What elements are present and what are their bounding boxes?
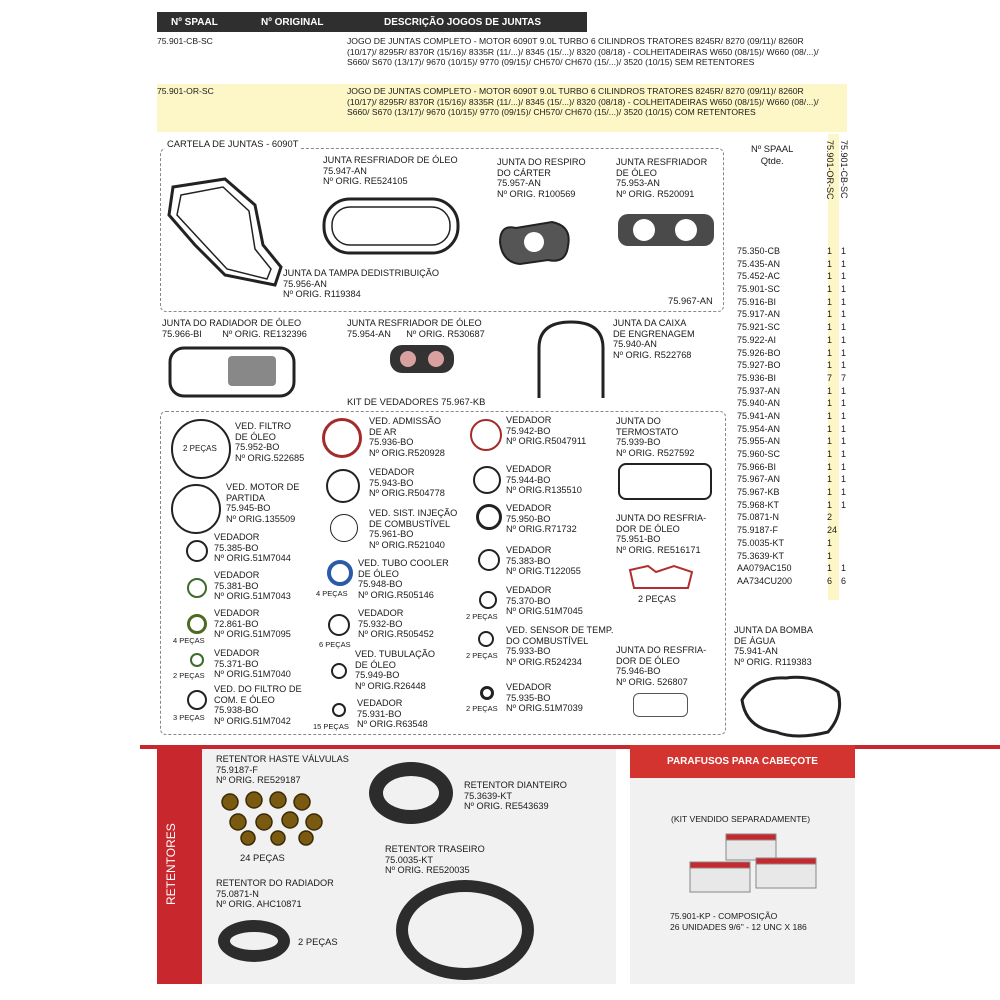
side-qty: 1 [841,258,847,269]
side-qty: 1 [827,258,833,269]
side-list [737,245,857,588]
side-row [737,245,857,258]
side-qty: 1 [827,449,833,459]
side-row [737,448,857,461]
side-row [737,423,857,436]
side-qty: 1 [827,296,833,307]
qty: 6 PEÇAS [319,640,351,649]
side-code: 75.940-AN [737,398,781,409]
kit-title: KIT DE VEDADORES 75.967-KB [347,396,486,407]
side-qty: 6 [841,575,847,586]
seal-m1: VED. ADMISSÃO DE AR 75.936-BO Nº ORIG.R520928 [369,416,445,458]
side-row [737,347,857,360]
side-row [737,385,857,398]
haste-label: RETENTOR HASTE VÁLVULAS 75.9187-F Nº ORIG. RE529187 [216,754,349,786]
side-code: 75.922-AI [737,334,777,345]
seal-ring [187,614,207,634]
kit-desc: JOGO DE JUNTAS COMPLETO - MOTOR 6090T 9.0L TURBO 6 CILINDROS TRATORES 8245R/ 8270 (09/11)/ 8260R (10/17)/ 8295R/ 8370R (15/16)/ 8335R (11/...)/ 8345 (15/...)/ 8320 (08/18) - COLHEITADEIRAS W650 (08/15)/ W660 (08/...)/ S660/ S670 (13/17)/ 9670 (10/15)/ 9770 (09/15)/ CH570/ CH670 (15/...)/ 3520 (10/15) SEM RETENTORES [347,36,819,68]
side-row [737,308,857,321]
qty: 2 PEÇAS [638,594,677,604]
side-qty: 2 [827,512,833,523]
parafusos-title: PARAFUSOS PARA CABEÇOTE [630,745,855,778]
side-code: 75.927-BO [737,360,781,371]
qty: 15 PEÇAS [313,722,349,731]
seal-s2: VED. MOTOR DE PARTIDA 75.945-BO Nº ORIG.135509 [226,482,300,524]
seal-ring [332,703,346,717]
side-code: 75.960-SC [737,449,781,459]
side-code: 75.350-CB [737,246,781,256]
side-qty: 1 [827,474,833,485]
side-code: 75.936-BI [737,372,777,383]
qty: 4 PEÇAS [173,636,205,645]
seal-ring [470,419,502,451]
seal-r1: VEDADOR 75.942-BO Nº ORIG.R5047911 [506,415,587,447]
oil-cooler-seal [626,562,696,592]
seal-ring [187,578,207,598]
rear-seal-image [396,880,534,980]
side-qty: 1 [827,423,833,434]
seal-ring [322,418,362,458]
side-code: AA079AC150 [737,563,792,574]
traseiro-label: RETENTOR TRASEIRO 75.0035-KT Nº ORIG. RE520035 [385,844,485,876]
side-col1-head: 75.901-OR-SC [825,140,835,200]
seal-j2: JUNTA DO RESFRIA- DOR DE ÓLEO 75.951-BO Nº ORIG. RE516171 [616,513,707,555]
col-descricao: DESCRIÇÃO JOGOS DE JUNTAS [384,16,542,28]
side-row [737,435,857,448]
side-qty: 1 [827,271,833,282]
seal-s6: VEDADOR 75.371-BO Nº ORIG.51M7040 [214,648,291,680]
oil-cooler-gasket-2 [616,212,716,248]
qty: 2 PEÇAS [466,704,498,713]
seal-r3: VEDADOR 75.950-BO Nº ORIG.R71732 [506,503,577,535]
seal-m3: VED. SIST. INJEÇÃO DE COMBUSTÍVEL 75.961-BO Nº ORIG.R521040 [369,508,458,550]
side-qty: 1 [841,284,847,295]
qty: 24 PEÇAS [240,852,285,863]
side-row [737,550,857,563]
col-original: Nº ORIGINAL [261,16,324,28]
side-row [737,486,857,499]
seal-ring [327,560,353,586]
bolt-boxes-image [686,832,826,902]
side-qty: 1 [841,347,847,358]
seal-ring [476,504,502,530]
col-spaal: Nº SPAAL [171,16,218,28]
part-p3: JUNTA RESFRIADOR DE ÓLEO 75.953-AN Nº ORIG. R520091 [616,157,708,199]
side-code: 75.926-BO [737,347,781,358]
side-qty: 1 [827,246,833,256]
seal-ring [328,614,350,636]
part-p6: JUNTA RESFRIADOR DE ÓLEO 75.954-AN Nº ORIG. R530687 [347,318,485,339]
side-qty: 1 [827,385,833,396]
side-row [737,562,857,575]
qty: 2 PEÇAS [298,936,338,947]
seal-s5: VEDADOR 72.861-BO Nº ORIG.51M7095 [214,608,291,640]
oil-cooler-gasket-3 [388,343,456,375]
oil-cooler-seal-2 [633,693,688,717]
seal-s3: VEDADOR 75.385-BO Nº ORIG.51M7044 [214,532,291,564]
parafusos-note: (KIT VENDIDO SEPARADAMENTE) [671,814,811,824]
side-row [737,524,857,537]
side-code: 75.941-AN [737,410,781,421]
side-qty: 1 [827,537,833,548]
qty: 2 PEÇAS [466,651,498,660]
seal-ring [473,466,501,494]
side-qty: 1 [827,550,833,561]
part-p1: JUNTA RESFRIADOR DE ÓLEO 75.947-AN Nº ORIG. RE524105 [323,155,458,187]
seal-s1: VED. FILTRO DE ÓLEO 75.952-BO Nº ORIG.522685 [235,421,305,463]
retentores-label: RETENTORES [164,823,178,905]
part-p5: JUNTA DO RADIADOR DE ÓLEO 75.966-BI Nº ORIG. RE132396 [162,318,307,339]
side-qty: 1 [841,499,847,510]
seal-ring [330,514,358,542]
water-pump-label: JUNTA DA BOMBA DE ÁGUA 75.941-AN Nº ORIG. R119383 [734,625,813,667]
radiator-gasket [168,346,296,398]
side-qty: 6 [827,575,833,586]
side-code: 75.0871-N [737,512,780,523]
qty: 2 PEÇAS [466,612,498,621]
kit-desc: JOGO DE JUNTAS COMPLETO - MOTOR 6090T 9.0L TURBO 6 CILINDROS TRATORES 8245R/ 8270 (09/11)/ 8260R (10/17)/ 8295R/ 8370R (15/16)/ 8335R (11/...)/ 8345 (15/...)/ 8320 (08/18) - COLHEITADEIRAS W650 (08/15)/ W660 (08/...)/ S660/ S670 (13/17)/ 9670 (10/15)/ 9770 (09/15)/ CH570/ CH670 (15/...)/ 3520 (10/15) COM RETENTORES [347,86,819,118]
side-qty: 1 [841,449,847,459]
side-row [737,296,857,309]
side-row [737,511,857,524]
side-row [737,461,857,474]
side-qty: 1 [827,410,833,421]
side-code: 75.916-BI [737,296,777,307]
distribution-cover-gasket [165,175,285,295]
oil-cooler-gasket [322,197,460,255]
kit-code: 75.901-CB-SC [157,36,213,46]
side-qty: 7 [841,372,847,383]
dianteiro-label: RETENTOR DIANTEIRO 75.3639-KT Nº ORIG. RE543639 [464,780,567,812]
side-code: 75.967-AN [737,474,781,485]
side-qty: 1 [841,309,847,320]
kit-row [157,84,847,132]
side-qty: 1 [827,309,833,320]
side-qty: 1 [841,410,847,421]
side-qty: 7 [827,372,833,383]
side-qty: 1 [841,296,847,307]
table-header [157,12,587,32]
thermostat-gasket [618,463,712,500]
side-row [737,537,857,550]
side-code: 75.966-BI [737,461,777,472]
side-row [737,372,857,385]
qty: 2 PEÇAS [183,444,217,453]
seal-m4: VED. TUBO COOLER DE ÓLEO 75.948-BO Nº ORIG.R505146 [358,558,449,600]
side-qty: 1 [827,334,833,345]
side-qty: 1 [841,334,847,345]
side-code: 75.954-AN [737,423,781,434]
side-qty: 1 [841,398,847,409]
side-qty: 24 [827,525,838,536]
side-qty: 1 [841,271,847,282]
side-qty: 1 [827,487,833,498]
seal-ring [186,540,208,562]
seal-ring [187,690,207,710]
side-code: 75.917-AN [737,309,781,320]
side-code: 75.968-KT [737,499,780,510]
water-pump-gasket [736,670,846,740]
part-p4: JUNTA DA TAMPA DEDISTRIBUIÇÃO 75.956-AN Nº ORIG. R119384 [283,268,440,300]
side-row [737,397,857,410]
parafusos-desc: 75.901-KP - COMPOSIÇÃO 26 UNIDADES 9/6" - 12 UNC X 186 [670,911,807,932]
kit-row [157,36,847,78]
seal-j1: JUNTA DO TERMOSTATO 75.939-BO Nº ORIG. R527592 [616,416,695,458]
side-qty: 1 [841,385,847,396]
side-row [737,499,857,512]
seal-ring [190,653,204,667]
side-row [737,473,857,486]
side-code: AA734CU200 [737,575,793,586]
seal-j3: JUNTA DO RESFRIA- DOR DE ÓLEO 75.946-BO Nº ORIG. 526807 [616,645,707,687]
side-row [737,334,857,347]
side-code: 75.0035-KT [737,537,785,548]
side-code: 75.967-KB [737,487,780,498]
radiator-seal-image [218,920,290,962]
side-code: 75.9187-F [737,525,779,536]
side-qty: 1 [827,284,833,295]
seal-m2: VEDADOR 75.943-BO Nº ORIG.R504778 [369,467,445,499]
seal-s4: VEDADOR 75.381-BO Nº ORIG.51M7043 [214,570,291,602]
side-code: 75.901-SC [737,284,781,295]
side-row [737,575,857,588]
side-qty: 1 [827,436,833,447]
side-code: 75.452-AC [737,271,781,282]
seal-ring [331,663,347,679]
qty: 2 PEÇAS [173,671,205,680]
seal-r4: VEDADOR 75.383-BO Nº ORIG.T122055 [506,545,581,577]
side-qty: 1 [841,563,847,574]
side-qty: 1 [827,563,833,574]
side-qty: 1 [841,461,847,472]
side-qty: 1 [827,499,833,510]
breather-gasket [496,216,574,268]
part-p2: JUNTA DO RESPIRO DO CÁRTER 75.957-AN Nº ORIG. R100569 [497,157,586,199]
seal-ring [478,549,500,571]
qty: 4 PEÇAS [316,589,348,598]
kit-code: 75.901-OR-SC [157,86,214,96]
side-qty: 1 [841,487,847,498]
side-code: 75.921-SC [737,322,781,333]
seal-ring [326,469,360,503]
seal-s7: VED. DO FILTRO DE COM. E ÓLEO 75.938-BO Nº ORIG.51M7042 [214,684,302,726]
side-row [737,270,857,283]
side-qty: 1 [841,423,847,434]
seal-m5: VEDADOR 75.932-BO Nº ORIG.R505452 [358,608,434,640]
qty: 3 PEÇAS [173,713,205,722]
seal-r7: VEDADOR 75.935-BO Nº ORIG.51M7039 [506,682,583,714]
valve-seals-image [218,790,328,846]
seal-m7: VEDADOR 75.931-BO Nº ORIG.R63548 [357,698,428,730]
front-seal-image [369,762,453,824]
side-code: 75.955-AN [737,436,781,447]
side-row [737,410,857,423]
side-header: Nº SPAAL Qtde. [751,143,794,166]
side-qty: 1 [841,474,847,485]
gear-case-gasket [533,318,609,400]
seal-ring [479,591,497,609]
seal-m6: VED. TUBULAÇÃO DE ÓLEO 75.949-BO Nº ORIG.R26448 [355,649,435,691]
seal-r5: VEDADOR 75.370-BO Nº ORIG.51M7045 [506,585,583,617]
part-p7: JUNTA DA CAIXA DE ENGRENAGEM 75.940-AN Nº ORIG. R522768 [613,318,695,360]
seal-ring [478,631,494,647]
cartela-title: CARTELA DE JUNTAS - 6090T [167,138,299,149]
side-row [737,321,857,334]
seal-r6: VED. SENSOR DE TEMP. DO COMBUSTÍVEL 75.933-BO Nº ORIG.R524234 [506,625,614,667]
side-row [737,359,857,372]
seal-ring [171,484,221,534]
side-col2-head: 75.901-CB-SC [839,140,849,199]
side-qty: 1 [827,398,833,409]
radiador-label: RETENTOR DO RADIADOR 75.0871-N Nº ORIG. AHC10871 [216,878,334,910]
side-qty: 1 [841,436,847,447]
side-qty: 1 [827,347,833,358]
side-qty: 1 [827,461,833,472]
side-qty: 1 [841,322,847,333]
cartela-code: 75.967-AN [668,295,713,306]
seal-ring [480,686,494,700]
side-code: 75.3639-KT [737,550,785,561]
side-code: 75.435-AN [737,258,781,269]
side-qty: 1 [827,360,833,371]
side-qty: 1 [841,246,847,256]
side-row [737,283,857,296]
seal-r2: VEDADOR 75.944-BO Nº ORIG.R135510 [506,464,582,496]
side-qty: 1 [827,322,833,333]
side-row [737,258,857,271]
side-code: 75.937-AN [737,385,781,396]
side-qty: 1 [841,360,847,371]
